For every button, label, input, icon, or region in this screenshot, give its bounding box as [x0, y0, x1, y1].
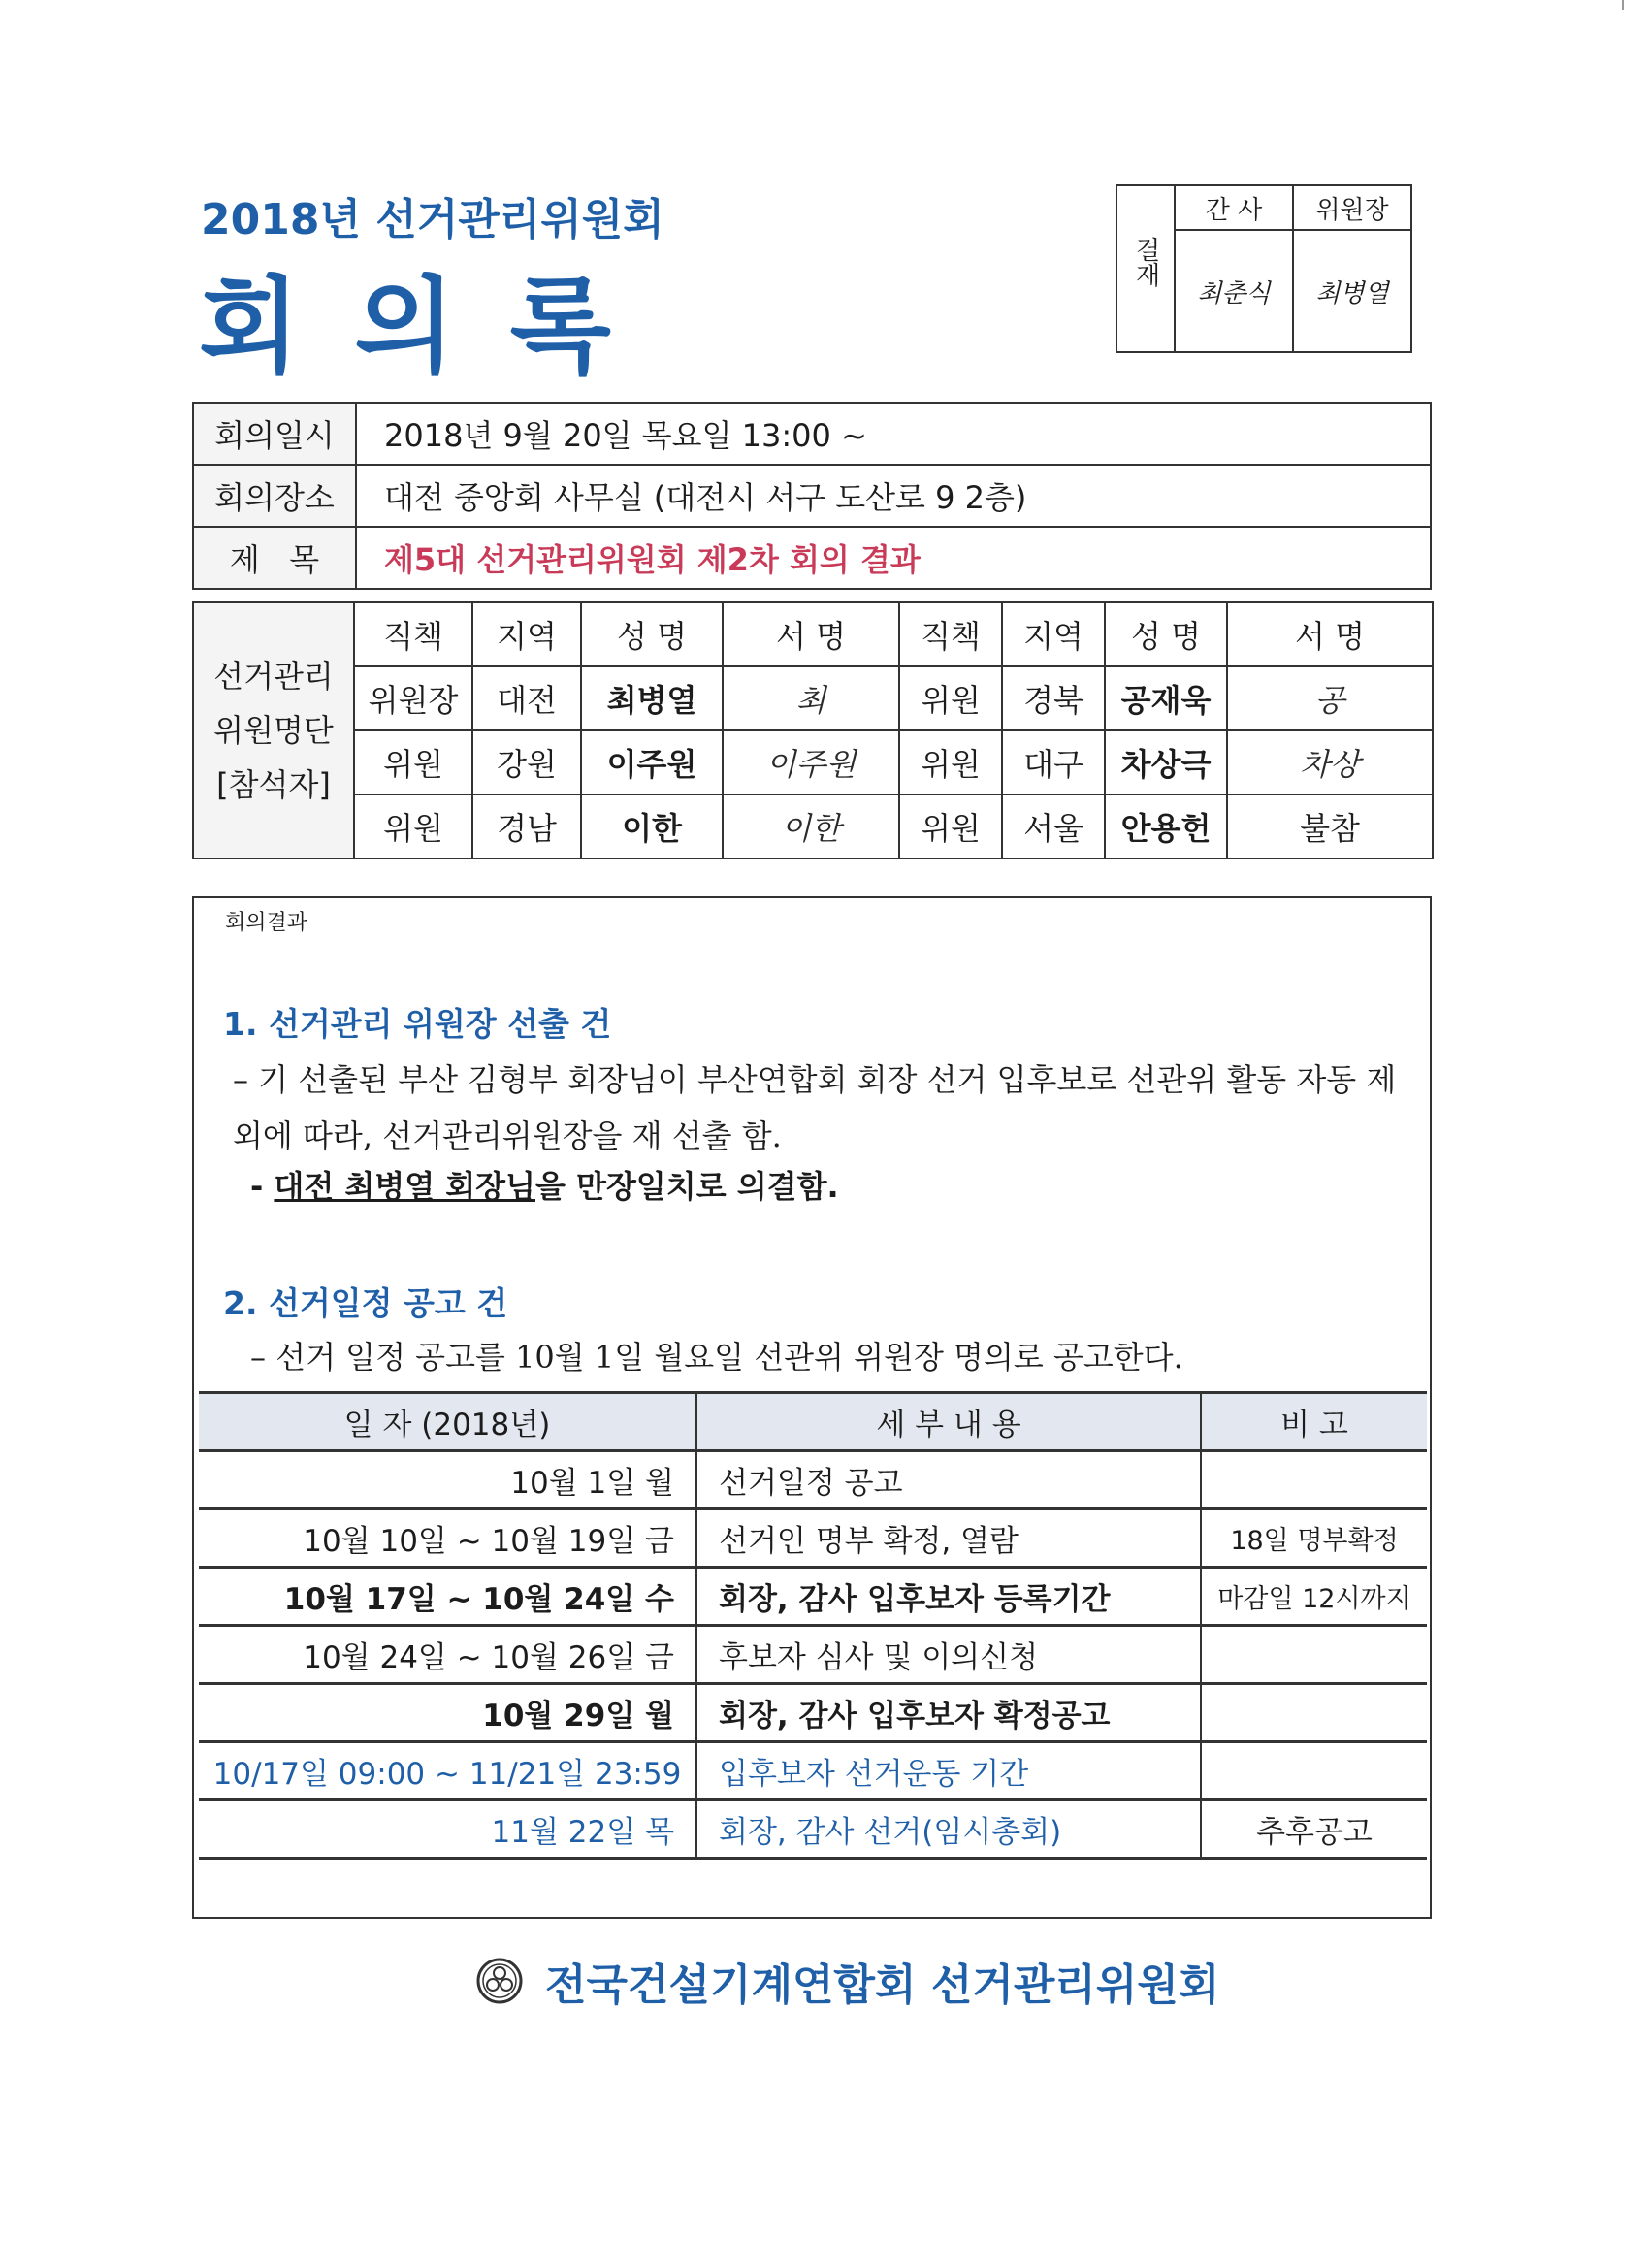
member-name: 안용헌 [1105, 794, 1227, 859]
schedule-date: 10월 24일 ~ 10월 26일 금 [199, 1626, 696, 1684]
schedule-detail: 입후보자 선거운동 기간 [696, 1742, 1201, 1800]
member-name: 최병열 [581, 666, 723, 730]
meeting-place-value: 대전 중앙회 사무실 (대전시 서구 도산로 9 2층) [356, 465, 1431, 527]
member-region: 경남 [472, 794, 581, 859]
member-role: 위원 [354, 794, 472, 859]
member-role: 위원장 [354, 666, 472, 730]
member-role: 위원 [899, 730, 1002, 794]
section1-resolution [250, 1162, 839, 1207]
member-signature: 이한 [723, 794, 899, 859]
approval-signature-chair: 최병열 [1293, 230, 1411, 352]
meeting-info-table [192, 402, 1432, 590]
col-header: 성 명 [581, 602, 723, 666]
table-row [199, 1800, 1427, 1859]
schedule-date: 10/17일 09:00 ~ 11/21일 23:59 [199, 1742, 696, 1800]
member-signature: 이주원 [723, 730, 899, 794]
schedule-date: 11월 22일 목 [199, 1800, 696, 1859]
schedule-note: 추후공고 [1201, 1800, 1427, 1859]
results-label: 회의결과 [225, 911, 308, 935]
meeting-subject-label: 제 목 [193, 527, 356, 589]
member-name: 차상극 [1105, 730, 1227, 794]
schedule-detail: 회장, 감사 입후보자 확정공고 [696, 1684, 1201, 1742]
col-header: 직책 [354, 602, 472, 666]
schedule-date: 10월 1일 월 [199, 1451, 696, 1509]
schedule-detail: 후보자 심사 및 이의신청 [696, 1626, 1201, 1684]
table-row [199, 1568, 1427, 1626]
member-region: 서울 [1002, 794, 1105, 859]
association-emblem-icon [475, 1957, 524, 2005]
approval-label [1116, 185, 1175, 352]
member-signature: 공 [1227, 666, 1433, 730]
footer-org-name: 전국건설기계연합회 선거관리위원회 [545, 1960, 1220, 2010]
schedule-detail: 회장, 감사 선거(임시총회) [696, 1800, 1201, 1859]
table-row [193, 730, 1433, 794]
document-title: 회의록 [199, 267, 665, 388]
member-name: 이주원 [581, 730, 723, 794]
col-header: 서 명 [1227, 602, 1433, 666]
member-absent: 불참 [1227, 794, 1433, 859]
section1-dash: - [250, 1168, 275, 1205]
schedule-detail: 선거인 명부 확정, 열람 [696, 1509, 1201, 1568]
member-name: 이한 [581, 794, 723, 859]
meeting-subject-value: 제5대 선거관리위원회 제2차 회의 결과 [356, 527, 1431, 589]
schedule-header-note: 비 고 [1201, 1393, 1427, 1451]
section1-title: 1. 선거관리 위원장 선출 건 [223, 1005, 612, 1043]
member-role: 위원 [899, 666, 1002, 730]
committee-roster-table [192, 601, 1434, 859]
section1-underlined: 대전 최병열 회장님 [274, 1168, 535, 1205]
member-role: 위원 [899, 794, 1002, 859]
section2-title: 2. 선거일정 공고 건 [223, 1284, 508, 1322]
member-region: 대구 [1002, 730, 1105, 794]
member-signature: 차상 [1227, 730, 1433, 794]
member-region: 경북 [1002, 666, 1105, 730]
approval-role-secretary: 간 사 [1175, 185, 1293, 230]
table-row [193, 794, 1433, 859]
table-row [199, 1451, 1427, 1509]
table-row [199, 1626, 1427, 1684]
schedule-header-date: 일 자 (2018년) [199, 1393, 696, 1451]
approval-label-text: 결재 [1131, 236, 1160, 287]
schedule-date: 10월 17일 ~ 10월 24일 수 [199, 1568, 696, 1626]
schedule-table [199, 1391, 1427, 1860]
schedule-header-detail: 세 부 내 용 [696, 1393, 1201, 1451]
meeting-date-label: 회의일시 [193, 403, 356, 465]
member-region: 대전 [472, 666, 581, 730]
schedule-detail: 회장, 감사 입후보자 등록기간 [696, 1568, 1201, 1626]
footer-organization [475, 1950, 1219, 2012]
section1-result: 을 만장일치로 의결함. [535, 1168, 839, 1205]
member-region: 강원 [472, 730, 581, 794]
schedule-note: 18일 명부확정 [1201, 1509, 1427, 1568]
schedule-note [1201, 1626, 1427, 1684]
schedule-detail: 선거일정 공고 [696, 1451, 1201, 1509]
table-row [193, 666, 1433, 730]
schedule-note [1201, 1742, 1427, 1800]
table-row [199, 1509, 1427, 1568]
schedule-note [1201, 1451, 1427, 1509]
col-header: 지역 [472, 602, 581, 666]
col-header: 서 명 [723, 602, 899, 666]
approval-signature-secretary: 최춘식 [1175, 230, 1293, 352]
table-row [199, 1684, 1427, 1742]
col-header: 성 명 [1105, 602, 1227, 666]
schedule-note: 마감일 12시까지 [1201, 1568, 1427, 1626]
table-row [199, 1742, 1427, 1800]
schedule-date: 10월 10일 ~ 10월 19일 금 [199, 1509, 696, 1568]
meeting-date-value: 2018년 9월 20일 목요일 13:00 ~ [356, 403, 1431, 465]
col-header: 지역 [1002, 602, 1105, 666]
meeting-place-label: 회의장소 [193, 465, 356, 527]
page-edge-mark [1622, 0, 1624, 10]
col-header: 직책 [899, 602, 1002, 666]
section1-text: – 기 선출된 부산 김형부 회장님이 부산연합회 회장 선거 입후보로 선관위 활동 자동 제외에 따라, 선거관리위원장을 재 선출 함. [233, 1061, 1397, 1154]
approval-role-chair: 위원장 [1293, 185, 1411, 230]
document-year-title: 2018년 선거관리위원회 [201, 195, 664, 244]
roster-label: 선거관리 위원명단 [참석자] [193, 602, 354, 859]
member-signature: 최 [723, 666, 899, 730]
schedule-note [1201, 1684, 1427, 1742]
schedule-date: 10월 29일 월 [199, 1684, 696, 1742]
member-role: 위원 [354, 730, 472, 794]
member-name: 공재욱 [1105, 666, 1227, 730]
approval-box [1116, 184, 1412, 353]
section2-text: – 선거 일정 공고를 10월 1일 월요일 선관위 위원장 명의로 공고한다. [250, 1339, 1183, 1376]
